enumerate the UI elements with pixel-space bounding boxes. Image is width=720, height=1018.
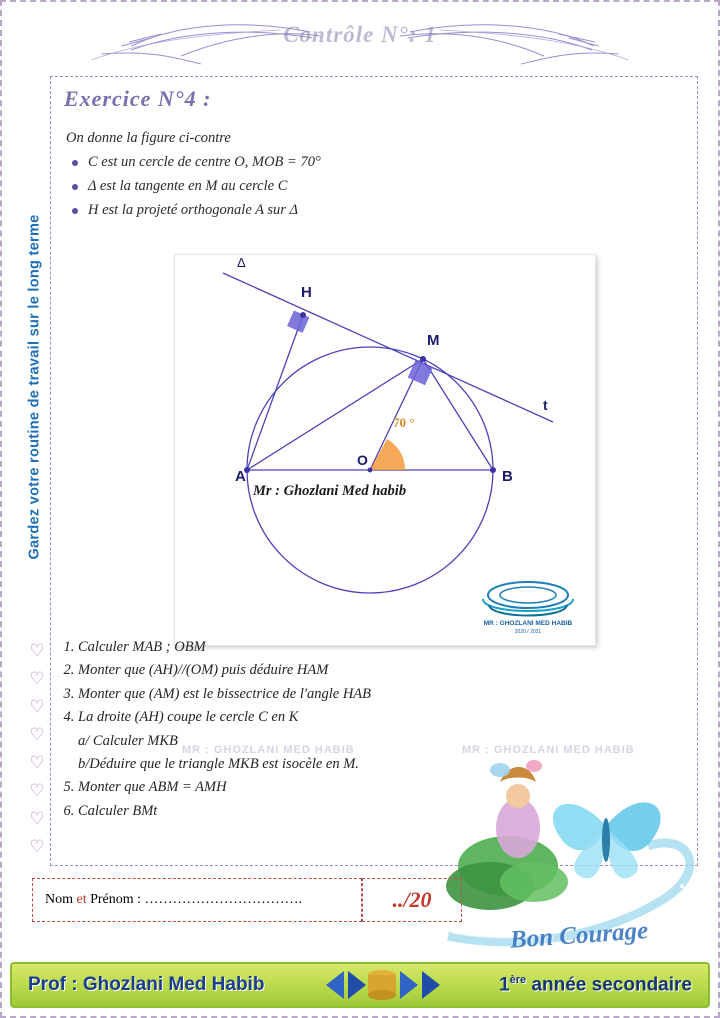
question-item: 6. Calculer BMt <box>78 803 496 820</box>
question-item: 5. Monter que ABM = AMH <box>78 779 496 796</box>
geometry-figure <box>174 254 596 646</box>
list-item: H est la projeté orthogonale A sur Δ <box>88 202 624 219</box>
footer-bar <box>10 962 710 1008</box>
geometry-solids-icon <box>322 967 442 1003</box>
heart-icon: ♡ <box>29 669 45 688</box>
score-value: ../20 <box>392 887 432 912</box>
label-t: t <box>543 397 548 413</box>
teacher-name: Prof : Ghozlani Med Habib <box>28 974 265 995</box>
stamp-line-1: MR : GHOZLANI MED HABIB <box>483 620 573 627</box>
point-label-H: H <box>301 284 312 301</box>
heart-icon: ♡ <box>29 641 45 660</box>
sub-question-b: b/Déduire que le triangle MKB est isocèle en M. <box>78 755 359 772</box>
teacher-stamp-icon <box>469 575 587 637</box>
right-angle-mark-M <box>408 360 433 385</box>
point-M-dot <box>420 356 426 362</box>
exercise-title: Exercice N°4 : <box>64 86 212 111</box>
question-item: 4. La droite (AH) coupe le cercle C en K <box>78 709 496 726</box>
question-item: 1. Calculer MAB ; OBM <box>78 639 496 656</box>
point-H-dot <box>300 312 306 318</box>
left-vertical-banner <box>18 122 52 652</box>
figure-signature: Mr : Ghozlani Med habib <box>253 483 407 499</box>
page-header-ornament <box>2 16 718 68</box>
stamp-line-2: 2020 / 2021 <box>514 629 542 635</box>
list-item: Δ est la tangente en M au cercle C <box>88 178 624 195</box>
left-banner-text: Gardez votre routine de travail sur le long terme <box>27 214 44 560</box>
sub-question-a: a/ Calculer MKB <box>78 732 178 749</box>
question-item: 3. Monter que (AM) est le bissectrice de l'angle HAB <box>78 686 496 703</box>
watermark-text: MR : GHOZLANI MED HABIB <box>462 744 635 756</box>
point-label-B: B <box>502 468 513 485</box>
heart-icon: ♡ <box>29 753 45 772</box>
angle-sector-70 <box>370 439 405 470</box>
point-label-M: M <box>427 332 440 349</box>
point-B-dot <box>490 467 496 473</box>
list-item: C est un cercle de centre O, MOB = 70° <box>88 154 624 171</box>
point-label-A: A <box>235 468 246 485</box>
heart-icon: ♡ <box>29 725 45 744</box>
student-name-field[interactable] <box>32 878 362 922</box>
label-delta: Δ <box>237 255 246 270</box>
page-title: Contrôle N°: 1 <box>283 22 437 47</box>
score-box <box>362 878 462 922</box>
bon-courage-text: Bon Courage <box>508 917 649 954</box>
name-label: Nom et Prénom : ……………………………. <box>45 892 303 907</box>
point-O-dot <box>368 468 373 473</box>
heart-icon: ♡ <box>29 809 45 828</box>
heart-decorations <box>24 642 50 855</box>
watermark-text: MR : GHOZLANI MED HABIB <box>182 744 355 756</box>
level-label: 1ère année secondaire <box>499 973 692 996</box>
heart-icon: ♡ <box>29 697 45 716</box>
point-label-O: O <box>357 452 368 468</box>
questions-list <box>56 632 496 826</box>
heart-icon: ♡ <box>29 837 45 856</box>
exercise-intro <box>64 130 624 226</box>
segment-BM <box>423 359 493 470</box>
segment-AH <box>247 315 303 470</box>
intro-lead: On donne la figure ci-contre <box>66 130 231 146</box>
angle-label-70: 70 ° <box>393 415 415 430</box>
right-angle-mark-H <box>287 310 309 332</box>
heart-icon: ♡ <box>29 781 45 800</box>
given-conditions-list <box>88 154 624 219</box>
question-item: 2. Monter que (AH)//(OM) puis déduire HAM <box>78 662 496 679</box>
